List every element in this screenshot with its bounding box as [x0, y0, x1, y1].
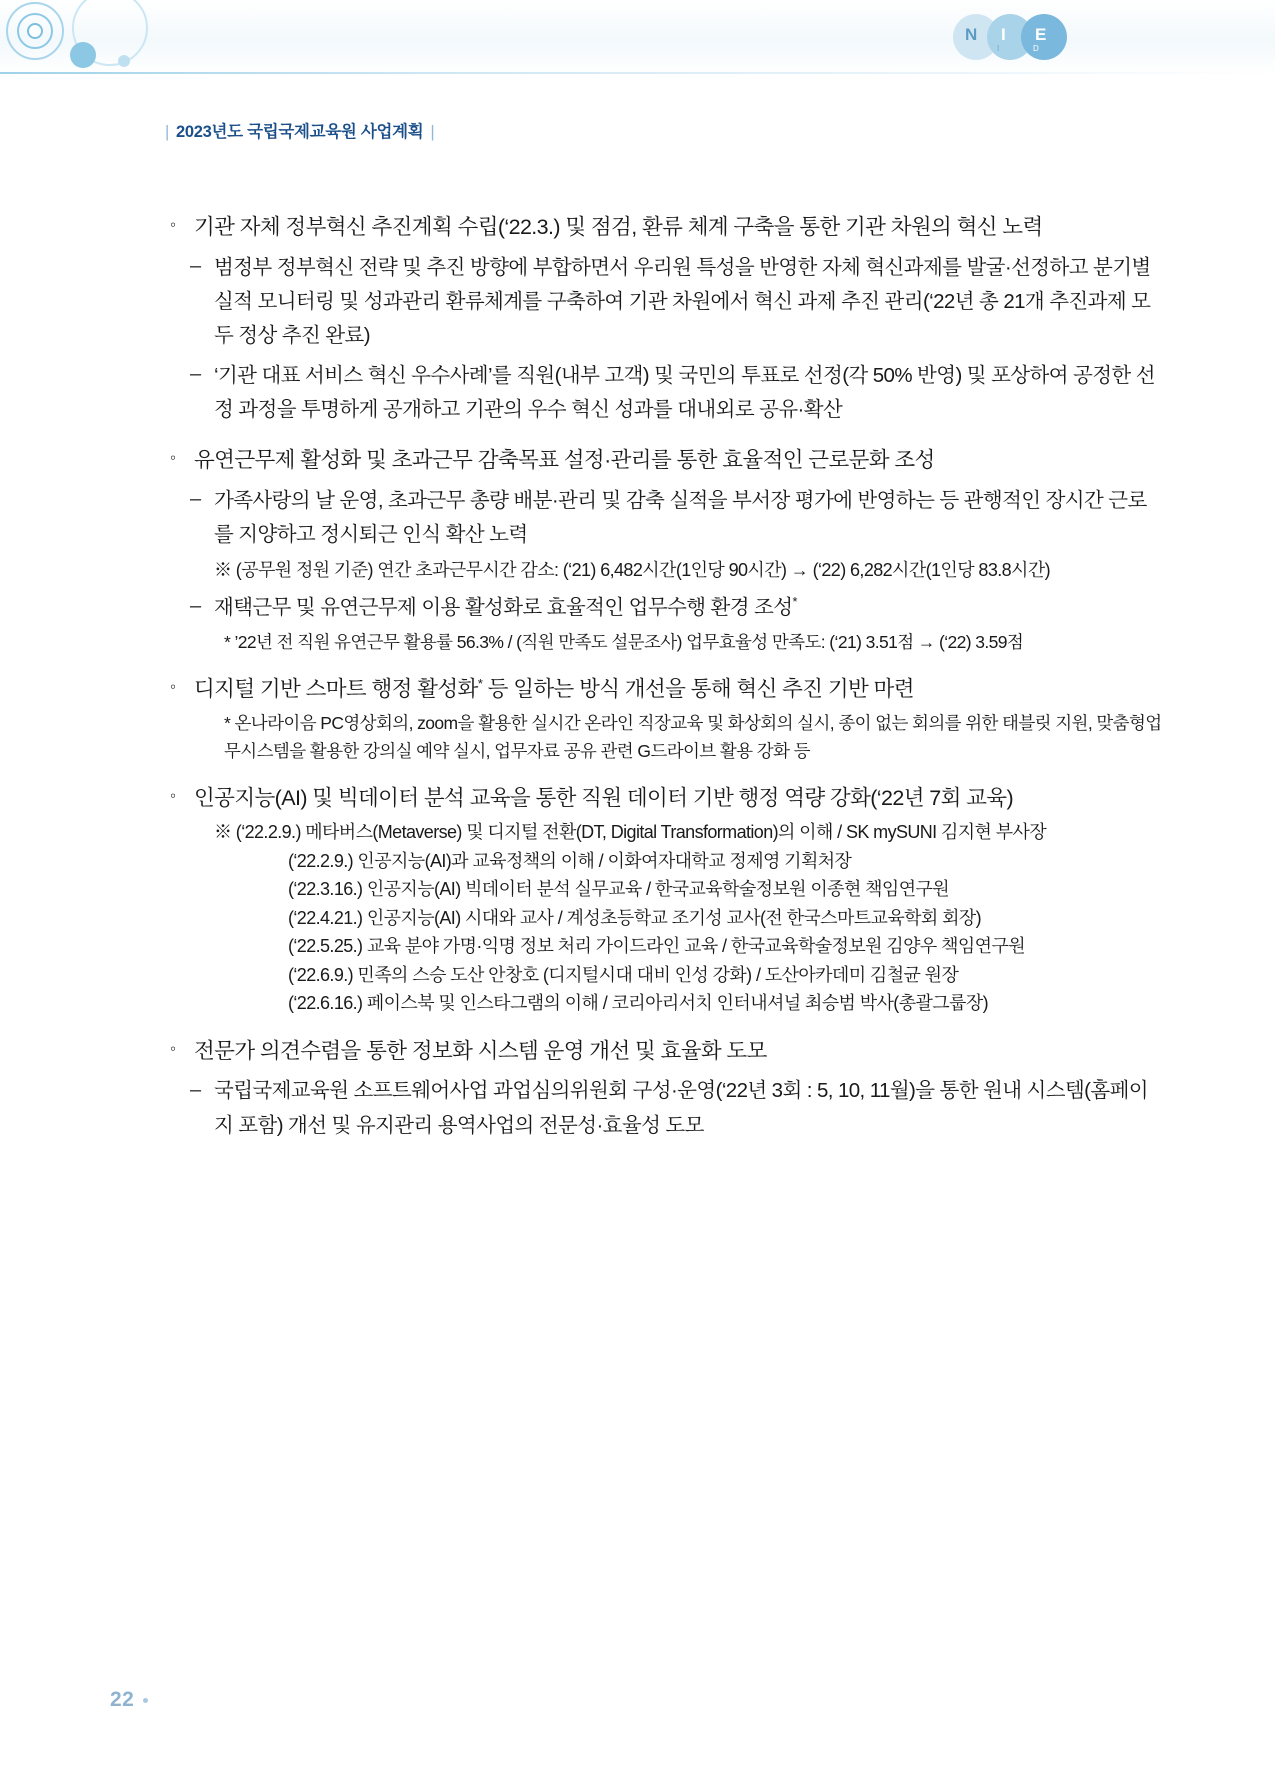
bullet-item-1 — [168, 210, 1165, 245]
bullet-item-1-sub-1 — [188, 251, 1165, 353]
logo-letter-e: E — [1035, 25, 1048, 44]
page-number: 22 — [110, 1688, 135, 1711]
bullet-item-3 — [168, 672, 1165, 707]
ai-course-head: ※ (‘22.2.9.) 메타버스(Metaverse) 및 디지털 전환(DT, Digital Transformation)의 이해 / SK mySUNI 김지현 부사장 — [214, 822, 1047, 843]
bullet-marker-dash: – — [190, 1079, 201, 1102]
footnote-marker-star: * — [792, 593, 797, 609]
bullet-item-4 — [168, 781, 1165, 816]
running-head-bar-left: | — [165, 123, 169, 141]
header-rule — [0, 72, 1275, 74]
bullet-item-5 — [168, 1034, 1165, 1069]
bullet-marker-circle: ◦ — [170, 1038, 176, 1058]
footnote-smart-admin: * 온나라이음 PC영상회의, zoom을 활용한 실시간 온라인 직장교육 및 화상회의 실시, 종이 없는 회의를 위한 태블릿 지원, 맞춤형업무시스템을 활용한 강의실 예약 실시, 업무자료 공유 관련 G드라이브 활용 강화 등 — [224, 713, 1162, 762]
running-head-text: 2023년도 국립국제교육원 사업계획 — [176, 123, 424, 141]
bullet-text: 인공지능(AI) 및 빅데이터 분석 교육을 통한 직원 데이터 기반 행정 역량 강화(‘22년 7회 교육) — [194, 786, 1014, 811]
page-footer — [110, 1688, 148, 1712]
bullet-marker-dash: – — [190, 595, 201, 618]
bullet-item-5-sub-1 — [188, 1074, 1165, 1142]
bullet-text: 국립국제교육원 소프트웨어사업 과업심의위원회 구성·운영(‘22년 3회 : 5, 10, 11월)을 통한 원내 시스템(홈페이지 포함) 개선 및 유지관리 용역사업의 전문성·효율성 도모 — [214, 1079, 1149, 1137]
ai-course-item: (‘22.2.9.) 인공지능(AI)과 교육정책의 이해 / 이화여자대학교 정제영 기획처장 — [288, 851, 852, 872]
bullet-text: 디지털 기반 스마트 행정 활성화 — [194, 676, 478, 701]
logo-letter-n: N — [965, 25, 979, 44]
footnote-flexible-work: * ’22년 전 직원 유연근무 활용률 56.3% / (직원 만족도 설문조사) 업무효율성 만족도: (‘21) 3.51점 → (‘22) 3.59점 — [224, 631, 1024, 652]
running-head — [158, 118, 441, 142]
logo-sub-d: D — [1033, 44, 1040, 53]
bullet-text-tail: 등 일하는 방식 개선을 통해 혁신 추진 기반 마련 — [482, 676, 914, 701]
bullet-text: 범정부 정부혁신 전략 및 추진 방향에 부합하면서 우리원 특성을 반영한 자체 혁신과제를 발굴·선정하고 분기별 실적 모니터링 및 성과관리 환류체계를 구축하여 기관 차원에서 혁신 과제 추진 관리(‘22년 총 21개 추진과제 모두 정상 추진 완료) — [214, 255, 1151, 347]
bullet-item-2-sub-1 — [188, 484, 1165, 552]
niied-logo — [953, 14, 1093, 66]
bullet-marker-dash: – — [190, 488, 201, 511]
reference-note-overtime: ※ (공무원 정원 기준) 연간 초과근무시간 감소: (‘21) 6,482시간(1인당 90시간) → (‘22) 6,282시간(1인당 83.8시간) — [214, 559, 1051, 580]
ai-course-item: (‘22.3.16.) 인공지능(AI) 빅데이터 분석 실무교육 / 한국교육학술정보원 이종현 책임연구원 — [288, 879, 950, 900]
bullet-text: 기관 자체 정부혁신 추진계획 수립(‘22.3.) 및 점검, 환류 체계 구축을 통한 기관 차원의 혁신 노력 — [194, 215, 1043, 239]
ai-course-item: (‘22.4.21.) 인공지능(AI) 시대와 교사 / 계성초등학교 조기성 교사(전 한국스마트교육학회 회장) — [288, 907, 982, 928]
running-head-bar-right: | — [430, 123, 435, 141]
decor-dot-small — [118, 55, 130, 67]
bullet-text: 유연근무제 활성화 및 초과근무 감축목표 설정·관리를 통한 효율적인 근로문화 조성 — [194, 447, 935, 472]
decor-ring-inner — [27, 23, 43, 39]
bullet-text: 가족사랑의 날 운영, 초과근무 총량 배분·관리 및 감축 실적을 부서장 평가에 반영하는 등 관행적인 장시간 근로를 지양하고 정시퇴근 인식 확산 노력 — [214, 488, 1147, 546]
ai-course-item: (‘22.6.9.) 민족의 스승 도산 안창호 (디지털시대 대비 인성 강화) / 도산아카데미 김철균 원장 — [288, 964, 959, 985]
bullet-item-2 — [168, 443, 1165, 478]
bullet-item-1-sub-2 — [188, 359, 1165, 427]
bullet-marker-circle: ◦ — [170, 676, 176, 696]
ai-course-item: (‘22.5.25.) 교육 분야 가명·익명 정보 처리 가이드라인 교육 / 한국교육학술정보원 김양우 책임연구원 — [288, 936, 1026, 957]
bullet-text: 전문가 의견수렴을 통한 정보화 시스템 운영 개선 및 효율화 도모 — [194, 1038, 767, 1063]
bullet-text: ‘기관 대표 서비스 혁신 우수사례’를 직원(내부 고객) 및 국민의 투표로 선정(각 50% 반영) 및 포상하여 공정한 선정 과정을 투명하게 공개하고 기관의 우수 혁신 성과를 대내외로 공유·확산 — [214, 363, 1155, 421]
page-dot-icon — [143, 1698, 148, 1703]
bullet-marker-circle: ◦ — [170, 786, 176, 806]
page-header-band — [0, 0, 1275, 88]
reference-note-ai-courses — [214, 818, 1165, 1017]
bullet-text: 재택근무 및 유연근무제 이용 활성화로 효율적인 업무수행 환경 조성 — [214, 595, 793, 619]
bullet-marker-dash: – — [190, 363, 201, 386]
bullet-marker-circle: ◦ — [170, 215, 176, 235]
logo-sub-i: I — [997, 44, 1000, 53]
decor-dot-large — [70, 42, 96, 68]
footnote-marker-star: * — [477, 675, 483, 691]
bullet-marker-dash: – — [190, 255, 201, 278]
document-body — [0, 210, 1275, 1143]
bullet-marker-circle: ◦ — [170, 447, 176, 467]
bullet-item-2-sub-2 — [188, 591, 1165, 625]
logo-letter-i: I — [1001, 25, 1007, 44]
ai-course-item: (‘22.6.16.) 페이스북 및 인스타그램의 이해 / 코리아리서치 인터내셔널 최승범 박사(총괄그룹장) — [288, 993, 989, 1014]
